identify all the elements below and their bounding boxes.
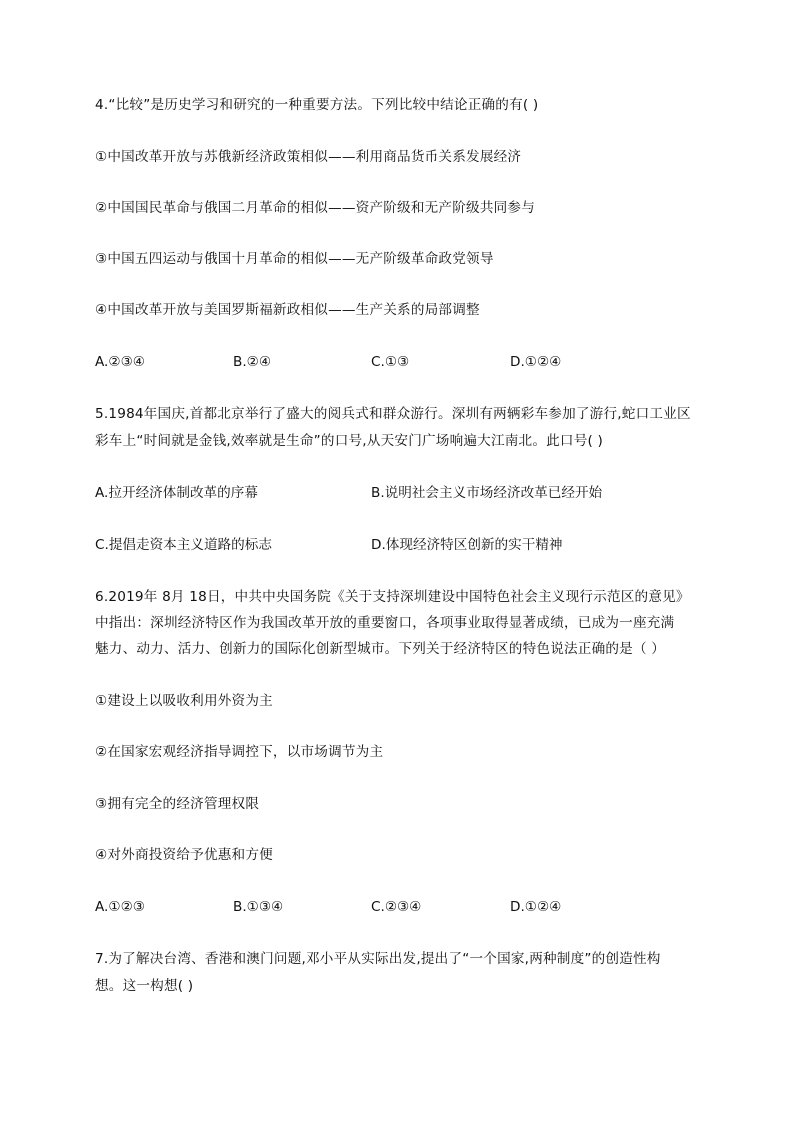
q4-option-d: D.①②④ <box>510 354 562 370</box>
q4-option-b: B.②④ <box>233 354 272 370</box>
q4-item-4: ④中国改革开放与美国罗斯福新政相似——生产关系的局部调整 <box>95 302 480 318</box>
q5-option-d: D.体现经济特区创新的实干精神 <box>371 537 563 553</box>
q6-item-1: ①建设上以吸收利用外资为主 <box>95 693 273 709</box>
q7-stem-line-1: 7.为了解决台湾、香港和澳门问题,邓小平从实际出发,提出了“一个国家,两种制度”的创造性构 <box>95 951 661 967</box>
q6-option-d: D.①②④ <box>510 899 562 915</box>
q5-option-c: C.提倡走资本主义道路的标志 <box>95 537 272 553</box>
q4-option-c: C.①③ <box>371 354 410 370</box>
q6-option-c: C.②③④ <box>371 899 422 915</box>
q6-stem-line-3: 魅力、动力、活力、创新力的国际化创新型城市。下列关于经济特区的特色说法正确的是（ ） <box>95 641 666 657</box>
q5-option-a: A.拉开经济体制改革的序幕 <box>95 485 258 501</box>
q7-stem-line-2: 想。这一构想( ) <box>95 978 194 994</box>
q6-option-b: B.①③④ <box>233 899 284 915</box>
q5-option-b: B.说明社会主义市场经济改革已经开始 <box>371 485 603 501</box>
q4-item-3: ③中国五四运动与俄国十月革命的相似——无产阶级革命政党领导 <box>95 251 494 267</box>
q6-option-a: A.①②③ <box>95 899 145 915</box>
q6-item-3: ③拥有完全的经济管理权限 <box>95 796 260 812</box>
q6-stem-line-2: 中指出：深圳经济特区作为我国改革开放的重要窗口，各项事业取得显著成绩，已成为一座充满 <box>95 615 675 631</box>
q6-item-4: ④对外商投资给予优惠和方便 <box>95 847 273 863</box>
q4-item-1: ①中国改革开放与苏俄新经济政策相似——利用商品货币关系发展经济 <box>95 149 522 165</box>
q4-item-2: ②中国国民革命与俄国二月革命的相似——资产阶级和无产阶级共同参与 <box>95 200 535 216</box>
q4-stem: 4.“比较”是历史学习和研究的一种重要方法。下列比较中结论正确的有( ) <box>95 97 539 113</box>
q6-item-2: ②在国家宏观经济指导调控下，以市场调节为主 <box>95 744 384 760</box>
q5-stem-line-1: 5.1984年国庆,首都北京举行了盛大的阅兵式和群众游行。深圳有两辆彩车参加了游行,蛇口工业区 <box>95 406 691 422</box>
q6-stem-line-1: 6.2019年 8月 18日，中共中央国务院《关于支持深圳建设中国特色社会主义现行示范区的意见》 <box>95 589 690 605</box>
q4-option-a: A.②③④ <box>95 354 145 370</box>
q5-stem-line-2: 彩车上“时间就是金钱,效率就是生命”的口号,从天安门广场响遍大江南北。此口号( ) <box>95 433 604 449</box>
